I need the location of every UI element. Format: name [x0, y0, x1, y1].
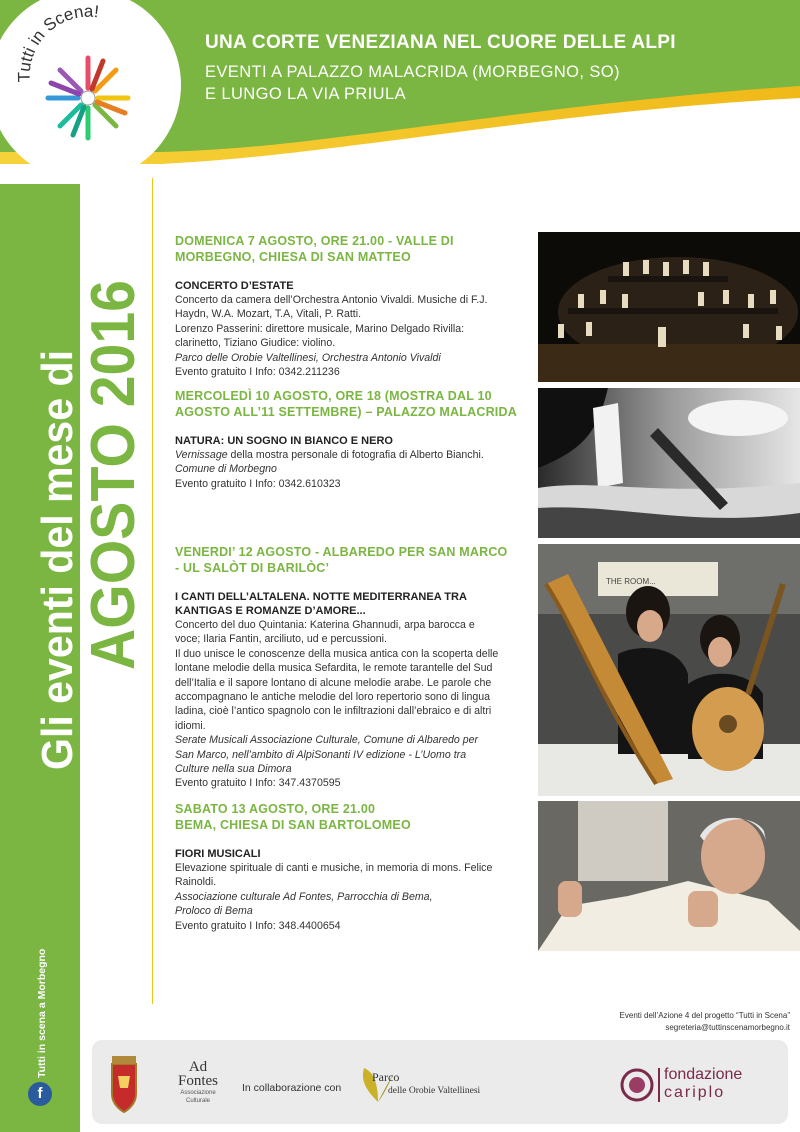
butterfly-icon	[358, 1062, 398, 1108]
cariplo-seal-icon	[620, 1068, 654, 1102]
priest-photo	[538, 801, 800, 951]
event-2-organizer: Comune di Morbegno	[175, 463, 277, 476]
credits	[520, 1010, 790, 1034]
event-1-line: Concerto da camera dell’Orchestra Antonio Vivaldi. Musiche di F.J.	[175, 294, 488, 306]
event-3-subtitle: I CANTI DELL’ALTALENA. NOTTE MEDITERRANEA TRA KANTIGAS E ROMANZE D’AMORE...	[175, 591, 467, 617]
event-1-line: Haydn, W.A. Mozart, T.A, Vitali, P. Ratti.	[175, 308, 362, 321]
event-3-line: Concerto del duo Quintania: Katerina Ghannudi, arpa barocca e	[175, 619, 475, 631]
event-2-subtitle: NATURA: UN SOGNO IN BIANCO E NERO	[175, 435, 393, 447]
parco-orobie-logo: Parco delle Orobie Valtellinesi	[358, 1062, 488, 1108]
ad-fontes-logo: Ad Fontes Associazione Culturale	[177, 1059, 218, 1104]
event-3-line: voce; Ilaria Fantin, arciliuto, ud e percussioni.	[175, 633, 387, 646]
event-2-description: Vernissage della mostra personale di fotografia di Alberto Bianchi.	[175, 449, 484, 461]
event-1-heading: DOMENICA 7 AGOSTO, ORE 21.00 - VALLE DI MORBEGNO, CHIESA DI SAN MATTEO	[175, 234, 454, 264]
vertical-title	[20, 230, 148, 790]
event-3-info: Evento gratuito I Info: 347.4370595	[175, 777, 341, 790]
social-text	[25, 910, 55, 1080]
header-subtitle-line1: EVENTI A PALAZZO MALACRIDA (MORBEGNO, SO)	[205, 63, 620, 81]
facebook-icon[interactable]: f	[28, 1082, 52, 1106]
waterfall-photo	[538, 388, 800, 538]
vertical-title-line2: AGOSTO 2016	[79, 247, 148, 670]
event-4-heading: SABATO 13 AGOSTO, ORE 21.00 BEMA, CHIESA DI SAN BARTOLOMEO	[175, 802, 411, 832]
header-subtitle-line2: E LUNGO LA VIA PRIULA	[205, 85, 406, 103]
event-4-line: Elevazione spirituale di canti e musiche, in memoria di mons. Felice	[175, 862, 493, 874]
event-3-organizer: San Marco, nell’ambito di AlpiSonanti IV edizione - L’Uomo tra	[175, 748, 467, 761]
collaboration-label: In collaborazione con	[242, 1082, 342, 1094]
event-3-organizer: Culture nella sua Dimora	[175, 763, 292, 776]
event-1-organizer: Parco delle Orobie Valtellinesi, Orchestra Antonio Vivaldi	[175, 351, 441, 364]
event-3	[175, 544, 525, 791]
event-1-line: Lorenzo Passerini: direttore musicale, Marino Delgado Rivilla:	[175, 322, 465, 335]
event-3-line: Il duo unisce le conoscenze della musica antica con la scoperta delle	[175, 647, 499, 660]
credits-line1: Eventi dell’Azione 4 del progetto “Tutti in Scena”	[619, 1011, 790, 1020]
event-4	[175, 801, 525, 933]
comune-stemma-logo	[106, 1054, 142, 1114]
event-2-info: Evento gratuito I Info: 0342.610323	[175, 477, 341, 490]
header-text	[205, 32, 785, 105]
event-3-line: ladina, cioè l’antico spagnolo con le infiltrazioni dall’ebraico e di altri	[175, 705, 492, 718]
event-1-line: clarinetto, Tiziano Giudice: violino.	[175, 337, 336, 350]
event-3-line: lontane melodie della musica Sefardita, le remote tarantelle del Sud	[175, 662, 493, 675]
tutti-in-scena-logo	[0, 0, 190, 190]
event-4-line: Rainoldi.	[175, 876, 217, 889]
event-3-heading: VENERDI’ 12 AGOSTO - ALBAREDO PER SAN MARCO - UL SALÒT DI BARILÒC’	[175, 545, 508, 575]
credits-email[interactable]: segreteria@tuttinscenamorbegno.it	[665, 1023, 790, 1032]
photo-banner-text: THE ROOM...	[606, 577, 656, 586]
accent-line	[152, 178, 153, 1004]
fondazione-cariplo-logo: fondazione cariplo	[620, 1066, 770, 1106]
event-4-organizer: Proloco di Bema	[175, 905, 253, 918]
musicians-duo-photo	[538, 544, 800, 796]
logo-text: Tutti in Scena!	[14, 1, 100, 83]
event-2-heading: MERCOLEDÌ 10 AGOSTO, ORE 18 (MOSTRA DAL 10 AGOSTO ALL’11 SETTEMBRE) – PALAZZO MALACRIDA	[175, 389, 517, 419]
vertical-title-line1: Gli eventi del mese di	[33, 320, 82, 770]
social-block	[25, 910, 55, 1110]
header-title: UNA CORTE VENEZIANA NEL CUORE DELLE ALPI	[205, 32, 676, 53]
event-4-subtitle: FIORI MUSICALI	[175, 848, 261, 860]
event-1	[175, 233, 525, 379]
event-3-line: idiomi.	[175, 719, 206, 732]
event-4-info: Evento gratuito I Info: 348.4400654	[175, 919, 341, 932]
svg-text:Tutti in scena a Morbegno: Tutti in scena a Morbegno	[36, 948, 48, 1078]
event-1-info: Evento gratuito I Info: 0342.211236	[175, 366, 340, 379]
event-3-line: accompagnano le antiche melodie del loro repertorio sono di lingua	[175, 691, 491, 704]
event-4-organizer: Associazione culturale Ad Fontes, Parrocchia di Bema,	[175, 890, 433, 903]
event-3-line: dell’Italia e il sapore lontano di alcune melodie arabe. Le parole che	[175, 676, 492, 689]
orchestra-photo	[538, 232, 800, 382]
event-2	[175, 388, 525, 491]
event-1-subtitle: CONCERTO D’ESTATE	[175, 280, 294, 292]
event-3-organizer: Serate Musicali Associazione Culturale, Comune di Albaredo per	[175, 734, 479, 747]
